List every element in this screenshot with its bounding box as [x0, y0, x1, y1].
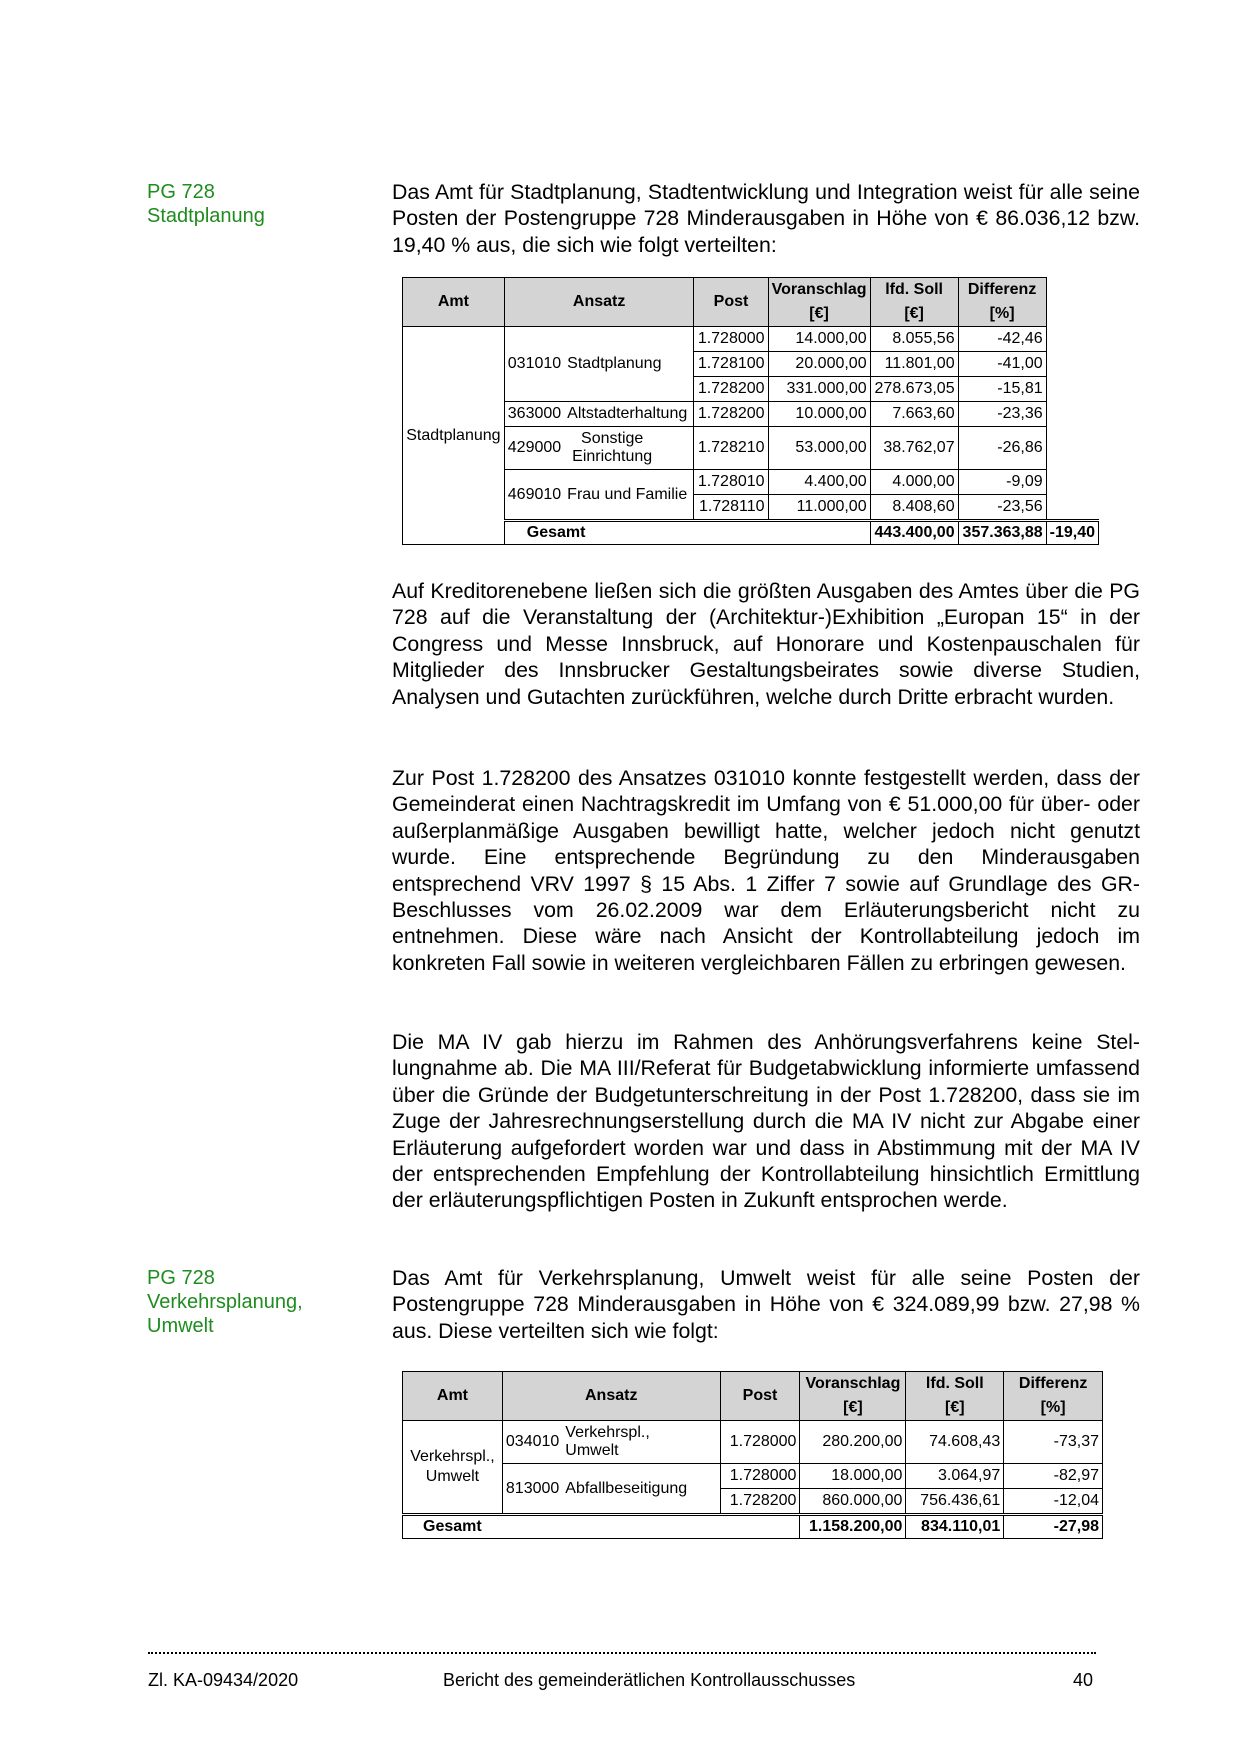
- ansatz-name: Abfallbeseitigung: [565, 1479, 688, 1497]
- paragraph-kreditoren: [392, 578, 1140, 710]
- paragraph-post-1728200: [392, 765, 1140, 976]
- cell-post: 1.728000: [694, 327, 768, 352]
- cell-amt: Stadtplanung: [403, 327, 505, 545]
- intro-text: Das Amt für Verkehrsplanung, Umwelt weist für alle seine Posten der Postengruppe 728 Minderausgaben in Höhe von € 324.089,99 bzw. 27,98 % aus. Diese verteilten sich wie folgt:: [392, 1266, 1140, 1343]
- total-soll: 357.363,88: [958, 521, 1046, 545]
- total-voranschlag: 443.400,00: [870, 521, 958, 545]
- cell-post: 1.728000: [720, 1464, 800, 1489]
- intro-text: Das Amt für Stadtplanung, Stadtentwicklung und Integration weist für alle seine Posten der Postengruppe 728 Minderausgaben in Höhe von € 86.036,12 bzw. 19,40 % aus, die sich wie folgt verteilten:: [392, 180, 1140, 257]
- total-label: Gesamt: [504, 521, 870, 545]
- cell-voranschlag: 11.000,00: [768, 495, 870, 521]
- cell-ansatz: [504, 427, 694, 470]
- ansatz-name: Sonstige Einrichtung: [572, 430, 653, 465]
- header-differenz-unit: [%]: [958, 302, 1046, 327]
- cell-post: 1.728200: [694, 377, 768, 402]
- cell-differenz: -23,36: [958, 402, 1046, 427]
- paragraph-text: Die MA IV gab hierzu im Rahmen des Anhörungsverfahrens keine Stellungnahme ab. Die MA III/Referat für Budgetabwicklung informierte umfassend über die Gründe der Budgetunterschreitung in der Post 1.728200, dass sie im Zuge der Jahresrechnungserstellung durch die MA IV nicht zur Abgabe einer Erläuterung aufgefordert worden war und dass in Abstimmung mit der MA IV der entsprechenden Empfehlung der Kontrollabteilung hinsichtlich Ermittlung der erläuterungspflichtigen Posten in Zukunft entsprochen werde.: [392, 1030, 1140, 1213]
- cell-soll: 278.673,05: [870, 377, 958, 402]
- cell-voranschlag: 20.000,00: [768, 352, 870, 377]
- header-differenz: Differenz: [1004, 1372, 1103, 1397]
- footer-reference: Zl. KA-09434/2020: [148, 1670, 299, 1690]
- cell-ansatz: [502, 1464, 720, 1515]
- cell-soll: 756.436,61: [906, 1489, 1004, 1515]
- ansatz-name: Altstadterhaltung: [567, 405, 688, 422]
- cell-post: 1.728000: [720, 1421, 800, 1464]
- cell-soll: 8.408,60: [870, 495, 958, 521]
- header-differenz: Differenz: [958, 278, 1046, 303]
- total-label: Gesamt: [403, 1515, 800, 1539]
- total-differenz: -27,98: [1004, 1515, 1103, 1539]
- header-soll: lfd. Soll: [870, 278, 958, 303]
- intro-stadtplanung: [392, 179, 1140, 258]
- header-amt: Amt: [403, 278, 505, 327]
- cell-soll: 74.608,43: [906, 1421, 1004, 1464]
- cell-voranschlag: 14.000,00: [768, 327, 870, 352]
- cell-soll: 3.064,97: [906, 1464, 1004, 1489]
- header-voranschlag-unit: [€]: [768, 302, 870, 327]
- header-amt: Amt: [403, 1372, 503, 1421]
- header-voranschlag: Voranschlag: [800, 1372, 906, 1397]
- cell-soll: 38.762,07: [870, 427, 958, 470]
- cell-voranschlag: 280.200,00: [800, 1421, 906, 1464]
- header-differenz-unit: [%]: [1004, 1396, 1103, 1421]
- cell-ansatz: [504, 402, 694, 427]
- ansatz-name: Verkehrspl., Umwelt: [565, 1424, 650, 1459]
- cell-differenz: -42,46: [958, 327, 1046, 352]
- footer-title: Bericht des gemeinderätlichen Kontrollausschusses: [443, 1670, 856, 1690]
- paragraph-text: Zur Post 1.728200 des Ansatzes 031010 konnte festgestellt werden, dass der Gemeinderat einen Nachtragskredit im Umfang von € 51.000,00 für über- oder außerplanmäßige Ausgaben bewilligt hatte, welcher jedoch nicht genutzt wurde. Eine entsprechende Begründung zu den Minderausgaben entsprechend VRV 1997 § 15 Abs. 1 Ziffer 7 sowie auf Grundlage des GR-Beschlusses vom 26.02.2009 war dem Erläuterungsbericht nicht zu entnehmen. Diese wäre nach Ansicht der Kontrollabteilung jedoch im konkreten Fall sowie in weiteren vergleichbaren Fällen zu erbringen gewesen.: [392, 766, 1140, 975]
- side-label-verkehrsplanung: [147, 1266, 303, 1338]
- ansatz-code: 034010: [505, 1433, 560, 1450]
- side-label-line: Umwelt: [147, 1315, 214, 1337]
- ansatz-code: 363000: [507, 405, 562, 422]
- ansatz-code: 469010: [507, 485, 562, 503]
- cell-voranschlag: 331.000,00: [768, 377, 870, 402]
- intro-verkehrsplanung: [392, 1265, 1140, 1344]
- cell-voranschlag: 4.400,00: [768, 470, 870, 495]
- cell-differenz: -73,37: [1004, 1421, 1103, 1464]
- ansatz-name: Frau und Familie: [567, 485, 688, 503]
- cell-soll: 4.000,00: [870, 470, 958, 495]
- cell-voranschlag: 18.000,00: [800, 1464, 906, 1489]
- side-label-line: Verkehrsplanung,: [147, 1291, 303, 1313]
- total-soll: 834.110,01: [906, 1515, 1004, 1539]
- cell-differenz: -26,86: [958, 427, 1046, 470]
- cell-post: 1.728200: [694, 402, 768, 427]
- header-post: Post: [694, 278, 768, 327]
- cell-amt: Verkehrspl., Umwelt: [403, 1421, 503, 1515]
- cell-voranschlag: 53.000,00: [768, 427, 870, 470]
- header-soll-unit: [€]: [870, 302, 958, 327]
- cell-soll: 8.055,56: [870, 327, 958, 352]
- cell-soll: 7.663,60: [870, 402, 958, 427]
- cell-post: 1.728210: [694, 427, 768, 470]
- cell-differenz: -23,56: [958, 495, 1046, 521]
- paragraph-ma-iv: [392, 1029, 1140, 1214]
- footer-divider: [148, 1652, 1096, 1654]
- header-voranschlag: Voranschlag: [768, 278, 870, 303]
- ansatz-name: Stadtplanung: [567, 355, 662, 372]
- ansatz-code: 031010: [507, 355, 562, 372]
- side-label-line: PG 728: [147, 1267, 215, 1289]
- cell-ansatz: [504, 470, 694, 521]
- header-ansatz: Ansatz: [504, 278, 694, 327]
- total-differenz: -19,40: [1046, 521, 1098, 545]
- cell-post: 1.728010: [694, 470, 768, 495]
- table-stadtplanung: [402, 277, 1099, 545]
- cell-differenz: -82,97: [1004, 1464, 1103, 1489]
- cell-post: 1.728100: [694, 352, 768, 377]
- header-ansatz: Ansatz: [502, 1372, 720, 1421]
- cell-ansatz: [502, 1421, 720, 1464]
- cell-differenz: -41,00: [958, 352, 1046, 377]
- header-voranschlag-unit: [€]: [800, 1396, 906, 1421]
- table-verkehrsplanung: [402, 1371, 1103, 1539]
- cell-differenz: -9,09: [958, 470, 1046, 495]
- header-post: Post: [720, 1372, 800, 1421]
- cell-differenz: -12,04: [1004, 1489, 1103, 1515]
- side-label-line: Stadtplanung: [147, 205, 265, 227]
- page-number: 40: [1073, 1670, 1094, 1690]
- total-voranschlag: 1.158.200,00: [800, 1515, 906, 1539]
- cell-post: 1.728200: [720, 1489, 800, 1515]
- side-label-line: PG 728: [147, 181, 215, 203]
- ansatz-code: 813000: [505, 1479, 560, 1497]
- ansatz-code: 429000: [507, 439, 562, 456]
- cell-differenz: -15,81: [958, 377, 1046, 402]
- cell-voranschlag: 860.000,00: [800, 1489, 906, 1515]
- cell-ansatz: [504, 327, 694, 402]
- header-soll-unit: [€]: [906, 1396, 1004, 1421]
- header-soll: lfd. Soll: [906, 1372, 1004, 1397]
- side-label-stadtplanung: [147, 180, 265, 228]
- cell-voranschlag: 10.000,00: [768, 402, 870, 427]
- paragraph-text: Auf Kreditorenebene ließen sich die größten Ausgaben des Amtes über die PG 728 auf die Veranstaltung der (Architektur-)Exhibition „Europan 15“ in der Congress und Messe Innsbruck, auf Honorare und Kostenpauschalen für Mitglieder des Innsbrucker Gestaltungsbeirates sowie diverse Studien, Analysen und Gutachten zurückführen, welche durch Dritte erbracht wurden.: [392, 579, 1140, 709]
- cell-soll: 11.801,00: [870, 352, 958, 377]
- cell-post: 1.728110: [694, 495, 768, 521]
